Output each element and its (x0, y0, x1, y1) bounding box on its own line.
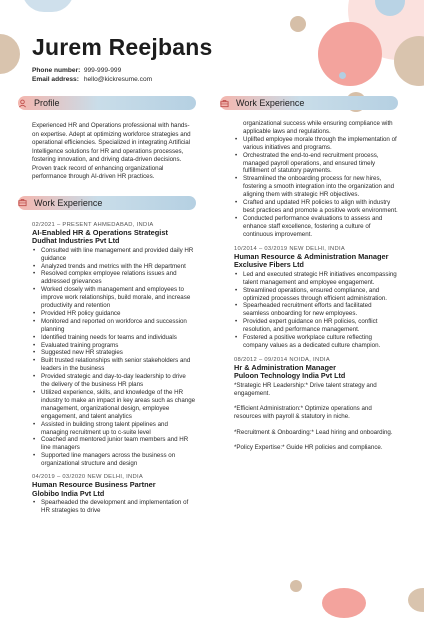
decor-circle (22, 0, 74, 12)
email-row (32, 75, 152, 84)
job-bullets (32, 499, 196, 515)
job-meta: 04/2019 – 03/2020 NEW DELHI, INDIA (32, 474, 144, 481)
bullet-item: • Analyzed trends and metrics with the HR department (32, 263, 196, 271)
bullet-item: • Crafted and updated HR policies to align with industry best practices and promote a positive work environment. (234, 199, 398, 215)
job-entry (32, 474, 196, 515)
job-bullets (234, 271, 398, 350)
profile-text: Experienced HR and Operations professional with hands-on expertise. Adept at optimizing workforce strategies and operational efficiencies. Specialized in integrating Artificial Intelligence solutions for HR and operations processes, fostering innovation, and driving data-driven decisions. Proven track record of enhancing organizational performance through AI-driven HR practices. (32, 122, 191, 180)
decor-circle (0, 34, 20, 74)
bullet-item: • Monitored and reported on workforce and succession planning (32, 318, 196, 334)
job-meta: 08/2012 – 09/2014 NOIDA, INDIA (234, 356, 331, 363)
decor-circle (322, 588, 366, 618)
email-label: Email address: (32, 76, 79, 84)
decor-circle (408, 588, 424, 612)
bullet-item: • Conducted performance evaluations to assess and enhance staff excellence, fostering a culture of continuous improvement. (234, 215, 398, 239)
job-title: AI-Enabled HR & Operations Strategist (32, 227, 168, 237)
bullet-item: • Provided expert guidance on HR policies, conflict resolution, and performance management. (234, 318, 398, 334)
briefcase-icon (220, 99, 229, 108)
bullet-item: • Provided strategic and day-to-day leadership to drive the delivery of the business HR plans (32, 373, 196, 389)
job-bullets (234, 120, 398, 239)
contact-block (32, 66, 152, 85)
person-icon (18, 99, 27, 108)
bullet-item: • Identified training needs for teams and individuals (32, 334, 196, 342)
profile-heading: Profile (34, 98, 60, 108)
bullet-item: • Spearheaded the development and implementation of HR strategies to drive (32, 499, 196, 515)
job-entry (234, 246, 398, 350)
job-company: Puloon Technology India Pvt Ltd (234, 371, 346, 381)
job-meta: 02/2021 – PRESENT AHMEDABAD, INDIA (32, 221, 154, 228)
work-section-header (220, 96, 398, 110)
phone-value: 999-999-999 (83, 67, 122, 74)
job-paragraph: *Recruitment & Onboarding:* Lead hiring and onboarding. (234, 428, 393, 436)
job-title: Human Resource & Administration Manager (234, 251, 389, 261)
job-entry (234, 357, 398, 452)
bullet-item: • Uplifted employee morale through the implementation of various initiatives and programs. (234, 136, 398, 152)
decor-circle (318, 22, 382, 86)
bullet-item: • Provided HR policy guidance (32, 310, 196, 318)
bullet-item: • Orchestrated the end-to-end recruitment process, managed payroll operations, and ensured timely fulfillment of statutory payments. (234, 152, 398, 176)
bullet-item: • Built trusted relationships with senior stakeholders and leaders in the business (32, 357, 196, 373)
decor-circle (290, 580, 302, 592)
job-continuation (234, 120, 398, 239)
bullet-item: • Fostered a positive workplace culture reflecting company values as a dedicated culture champion. (234, 334, 398, 350)
job-company: Globibo India Pvt Ltd (32, 488, 105, 498)
decor-circle (290, 16, 306, 32)
bullet-item: • Streamlined the onboarding process for new hires, fostering a smooth integration into the organization and aligning them with strategic HR objectives. (234, 175, 398, 199)
work-heading: Work Experience (34, 197, 103, 208)
work-heading: Work Experience (236, 98, 305, 108)
bullet-item: • Suggested new HR strategies (32, 349, 196, 357)
bullet-item: • Spearheaded recruitment efforts and facilitated seamless onboarding for new employees. (234, 302, 398, 318)
job-meta: 10/2014 – 03/2019 NEW DELHI, INDIA (234, 245, 346, 252)
left-column (18, 96, 196, 515)
job-title: Human Resource Business Partner (32, 480, 156, 490)
bullet-item: • Evaluated training programs (32, 342, 196, 350)
bullet-item: • Resolved complex employee relations issues and addressed grievances (32, 270, 196, 286)
phone-label: Phone number: (32, 67, 81, 74)
candidate-name: Jurem Reejbans (32, 34, 213, 60)
email-link[interactable]: hello@kickresume.com (83, 76, 153, 84)
briefcase-icon (18, 198, 27, 207)
phone-row (32, 66, 152, 75)
bullet-item: • Streamlined operations, ensured compliance, and optimized processes through efficient administration. (234, 287, 398, 303)
job-company: Dudhat Industries Pvt Ltd (32, 236, 120, 246)
job-bullets (32, 247, 196, 468)
job-paragraph: *Policy Expertise:* Guide HR policies and compliance. (234, 444, 383, 452)
bullet-item: • Coached and mentored junior team members and HR line managers (32, 436, 196, 452)
bullet-item: • Led and executed strategic HR initiatives encompassing talent management and employee engagement. (234, 271, 398, 287)
job-entry (32, 222, 196, 469)
bullet-item: • Consulted with line management and provided daily HR guidance (32, 247, 196, 263)
bullet-item: • Worked closely with management and employees to improve work relationships, build morale, and increase productivity and retention (32, 286, 196, 310)
profile-section-header (18, 96, 196, 110)
job-title: Hr & Administration Manager (234, 362, 336, 372)
right-column (220, 96, 398, 459)
work-section-header (18, 196, 196, 210)
job-company: Exclusive Fibers Ltd (234, 260, 304, 270)
job-paragraph: *Strategic HR Leadership:* Drive talent strategy and engagement. (234, 382, 377, 397)
bullet-item: • Utilized experience, skills, and knowledge of the HR industry to make an impact in key areas such as change management, organizational design, employee engagement, and talent analytics (32, 389, 196, 421)
bullet-item: • Supported line managers across the business on organizational structure and design (32, 452, 196, 468)
decor-circle (339, 72, 346, 79)
bullet-continuation: organizational success while ensuring compliance with applicable laws and regulations. (243, 120, 393, 135)
bullet-item: • Assisted in building strong talent pipelines and managing recruitment up to c-suite level (32, 421, 196, 437)
job-paragraph: *Efficient Administration:* Optimize operations and resources with payroll & statutory in niche. (234, 405, 372, 421)
